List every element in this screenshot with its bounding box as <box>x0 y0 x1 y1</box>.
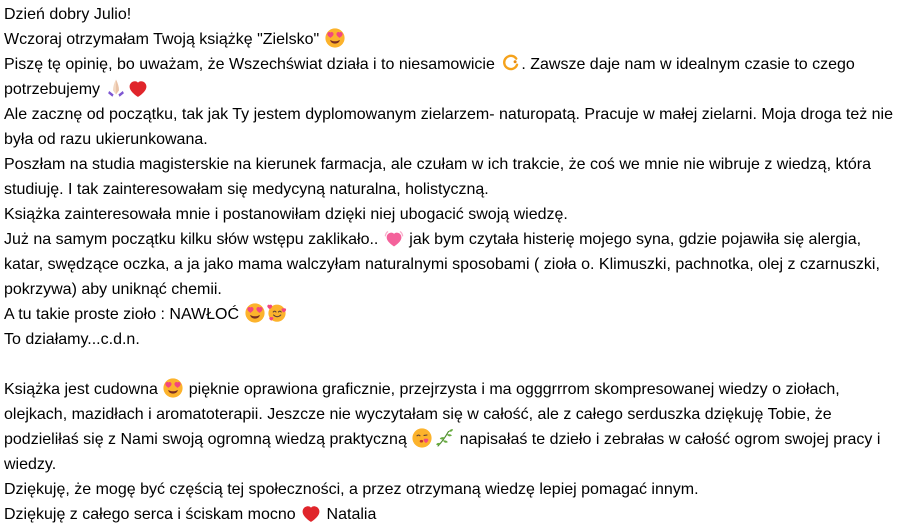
paragraph <box>4 2 904 27</box>
text-run: . Zawsze daje nam w idealnym czasie to czego potrzebujemy <box>4 56 855 98</box>
blank-line <box>4 352 904 377</box>
text-run: Piszę tę opinię, bo uważam, że Wszechświat działa i to niesamowicie <box>4 56 500 73</box>
text-run: Książka zainteresowała mnie i postanowiłam dzięki niej ubogacić swoją wiedzę. <box>4 206 568 223</box>
paragraph <box>4 52 904 102</box>
text-run: Wczoraj otrzymałam Twoją książkę "Zielsko" <box>4 31 324 48</box>
text-run: A tu takie proste zioło : NAWŁOĆ <box>4 306 244 323</box>
text-run: Dzień dobry Julio! <box>4 6 132 23</box>
red-heart-emoji-icon <box>301 503 321 523</box>
paragraph <box>4 302 904 327</box>
red-heart-emoji-icon <box>128 78 148 98</box>
folded-hands-emoji-icon <box>106 78 126 98</box>
text-run: napisałaś te dzieło i zebrałas w całość ogrom swojej pracy i wiedzy. <box>4 431 881 473</box>
dizzy-emoji-icon <box>500 53 520 73</box>
text-run: Dziękuję z całego serca i ściskam mocno <box>4 506 301 523</box>
text-run: jak bym czytała histerię mojego syna, gdzie pojawiła się alergia, katar, swędzące oczka, a ja jako mama walczyłam naturalnymi sposobami ( zioła o. Klimuszki, pachnotka, olej z czarnuszki, pokrzywa) aby uniknąć chemii. <box>4 231 880 298</box>
heart-eyes-emoji-icon <box>325 28 345 48</box>
text-run: Dziękuję, że mogę być częścią tej społeczności, a przez otrzymaną wiedzę lepiej pomagać innym. <box>4 481 699 498</box>
text-run: Już na samym początku kilku słów wstępu zaklikało.. <box>4 231 383 248</box>
paragraph <box>4 27 904 52</box>
growing-heart-emoji-icon <box>384 228 404 248</box>
paragraph <box>4 202 904 227</box>
text-run: To działamy...c.d.n. <box>4 331 140 348</box>
text-run: Ale zacznę od początku, tak jak Ty jestem dyplomowanym zielarzem- naturopatą. Pracuje w małej zielarni. Moja droga też nie była od razu ukierunkowana. <box>4 106 894 148</box>
herb-emoji-icon <box>434 428 454 448</box>
paragraph <box>4 377 904 477</box>
smiling-face-with-hearts-emoji-icon <box>267 303 287 323</box>
paragraph <box>4 102 904 152</box>
heart-eyes-emoji-icon <box>163 378 183 398</box>
heart-eyes-emoji-icon <box>245 303 265 323</box>
paragraph <box>4 502 904 527</box>
paragraph <box>4 227 904 302</box>
text-run: pięknie oprawiona graficznie, przejrzysta i ma ogggrrrom skompresowanej wiedzy o ziołach, olejkach, mazidłach i aromatoterapii. Jeszcze nie wyczytałam się w całość, ale z całego serduszka dziękuję Tobie, że podzieliłaś się z Nami swoją ogromną wiedzą praktyczną <box>4 381 840 448</box>
paragraph <box>4 327 904 352</box>
text-run: Natalia <box>322 506 377 523</box>
text-run: Poszłam na studia magisterskie na kierunek farmacja, ale czułam w ich trakcie, że coś we mnie nie wibruje z wiedzą, która studiuję. I tak zainteresowałam się medycyną naturalna, holistyczną. <box>4 156 872 198</box>
paragraph <box>4 152 904 202</box>
paragraph <box>4 477 904 502</box>
face-blowing-kiss-emoji-icon <box>412 428 432 448</box>
text-run: Książka jest cudowna <box>4 381 163 398</box>
